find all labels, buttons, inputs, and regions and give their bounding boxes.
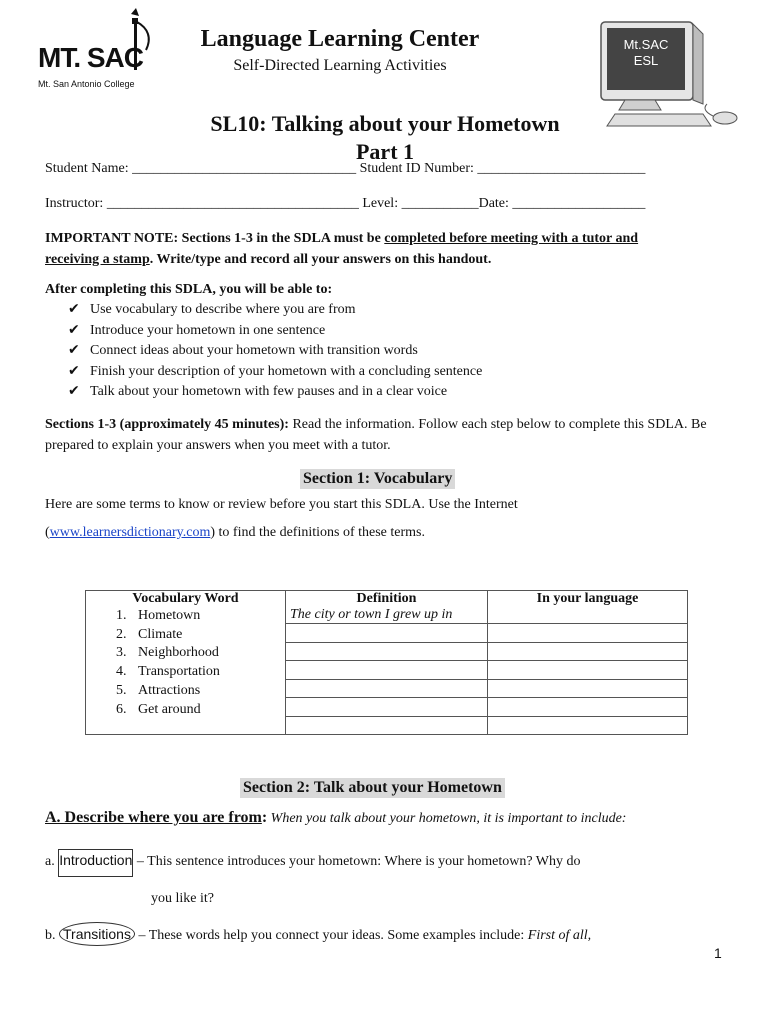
- center-subtitle: Self-Directed Learning Activities: [233, 57, 447, 74]
- item-a-line: [45, 852, 581, 870]
- vocabulary-word-list: [90, 607, 281, 719]
- vocab-intro-close: ) to find the definitions of these terms.: [210, 525, 425, 540]
- objective-item: [68, 320, 482, 341]
- sections-time-label: Sections 1-3 (approximately 45 minutes):: [45, 417, 289, 432]
- vocab-intro-line1: Here are some terms to know or review before you start this SDLA. Use the Internet: [45, 497, 518, 512]
- student-info-row: [45, 161, 645, 177]
- objective-text: Connect ideas about your hometown with transition words: [90, 343, 418, 359]
- list-item: [116, 607, 281, 626]
- subsection-a-note: When you talk about your hometown, it is important to include:: [267, 811, 627, 826]
- vocabulary-word: Get around: [138, 701, 201, 717]
- logo-wordmark: MT. SAC: [38, 42, 143, 73]
- list-item: [116, 682, 281, 701]
- list-item: [116, 701, 281, 720]
- language-cell[interactable]: [488, 698, 688, 717]
- title-line2: Part 1: [355, 139, 415, 164]
- instructor-info-row: [45, 196, 645, 212]
- student-id-field[interactable]: Student ID Number: ________________________: [356, 161, 646, 176]
- checkmark-icon: ✔: [68, 321, 80, 338]
- item-b-text: – These words help you connect your ideas. Some examples include:: [134, 928, 528, 943]
- vocabulary-word: Neighborhood: [138, 645, 219, 661]
- subsection-a-title: A. Describe where you are from: [45, 809, 262, 826]
- important-note: [45, 228, 725, 270]
- transitions-circled-term: Transitions: [59, 922, 135, 946]
- item-a-text: – This sentence introduces your hometown: Where is your hometown? Why do: [133, 854, 581, 869]
- monitor-label: [609, 37, 683, 69]
- document-title: [150, 110, 620, 166]
- objective-item: [68, 361, 482, 382]
- page-number: 1: [714, 945, 722, 961]
- definition-cell[interactable]: [286, 679, 488, 698]
- list-item: [116, 663, 281, 682]
- date-field[interactable]: Date: ___________________: [478, 196, 646, 211]
- note-underlined-1: completed before meeting with a tutor and: [384, 231, 639, 246]
- objective-text: Use vocabulary to describe where you are from: [90, 302, 356, 317]
- checkmark-icon: ✔: [68, 301, 80, 317]
- dictionary-link[interactable]: www.learnersdictionary.com: [49, 525, 211, 540]
- word-number: 5.: [116, 682, 127, 698]
- checkmark-icon: ✔: [68, 342, 80, 359]
- language-cell[interactable]: [488, 642, 688, 661]
- item-b-prefix: b.: [45, 928, 59, 943]
- objective-text: Finish your description of your hometown with a concluding sentence: [90, 363, 483, 379]
- level-field[interactable]: Level: ___________: [358, 196, 479, 211]
- note-suffix: . Write/type and record all your answers on this handout.: [149, 252, 492, 267]
- note-underlined-2: receiving a stamp: [45, 252, 150, 267]
- introduction-boxed-term: Introduction: [58, 849, 133, 877]
- checkmark-icon: ✔: [68, 383, 80, 400]
- note-prefix: IMPORTANT NOTE: Sections 1-3 in the SDLA must be: [45, 231, 385, 246]
- language-cell[interactable]: [488, 661, 688, 680]
- vocabulary-words-cell: [86, 591, 286, 735]
- column-header-definition: Definition: [356, 591, 417, 606]
- monitor-label-line2: ESL: [633, 53, 659, 68]
- example-definition: The city or town I grew up in: [290, 607, 453, 622]
- student-name-field[interactable]: Student Name: ________________________________: [45, 161, 357, 176]
- word-number: 3.: [116, 645, 127, 661]
- logo-subtitle: Mt. San Antonio College: [38, 79, 135, 89]
- section-2-heading: Section 2: Talk about your Hometown: [240, 778, 505, 798]
- vocabulary-word: Transportation: [138, 664, 220, 680]
- sections-instructions-text: Read the information. Follow each step below to complete this SDLA. Be prepared to explain your answers when you meet with a tutor.: [45, 417, 707, 453]
- paren-open: (: [45, 525, 50, 540]
- definition-cell[interactable]: [286, 624, 488, 643]
- definition-header-cell: [286, 591, 488, 624]
- word-number: 2.: [116, 626, 127, 642]
- vocab-intro-line2: [45, 525, 425, 541]
- list-item: [116, 626, 281, 645]
- definition-cell[interactable]: [286, 642, 488, 661]
- vocabulary-word: Climate: [138, 626, 183, 642]
- subsection-a-colon: :: [261, 809, 268, 826]
- objective-text: Introduce your hometown in one sentence: [90, 322, 326, 338]
- instructor-field[interactable]: Instructor: ____________________________________: [45, 196, 359, 211]
- sections-instructions: [45, 414, 735, 456]
- language-cell[interactable]: [488, 716, 688, 735]
- language-cell[interactable]: [488, 679, 688, 698]
- list-item: [116, 644, 281, 663]
- objective-item: [68, 381, 482, 402]
- vocabulary-word: Attractions: [138, 682, 201, 698]
- word-number: 1.: [116, 608, 127, 623]
- objective-item: [68, 340, 482, 361]
- item-a-continuation: you like it?: [151, 891, 214, 906]
- definition-cell[interactable]: [286, 716, 488, 735]
- item-a-prefix: a.: [45, 854, 59, 869]
- objective-text: Talk about your hometown with few pauses and in a clear voice: [90, 384, 448, 400]
- vocabulary-table: [85, 590, 688, 735]
- language-cell[interactable]: [488, 624, 688, 643]
- subsection-a: [45, 809, 626, 827]
- title-line1: SL10: Talking about your Hometown: [210, 111, 560, 136]
- language-header-cell: [488, 591, 688, 624]
- monitor-label-line1: Mt.SAC: [623, 37, 669, 52]
- checkmark-icon: ✔: [68, 362, 80, 379]
- objectives-list: [68, 299, 482, 402]
- definition-cell[interactable]: [286, 661, 488, 680]
- definition-cell[interactable]: [286, 698, 488, 717]
- item-b-line: [45, 926, 591, 944]
- vocabulary-word: Hometown: [138, 608, 201, 623]
- item-b-example: First of all,: [527, 928, 592, 943]
- column-header-vocabulary: Vocabulary Word: [132, 591, 239, 606]
- section-1-heading: Section 1: Vocabulary: [300, 469, 455, 489]
- table-row: [86, 591, 688, 624]
- word-number: 6.: [116, 701, 127, 717]
- center-title: Language Learning Center: [200, 26, 480, 52]
- objective-item: [68, 299, 482, 320]
- objectives-heading: After completing this SDLA, you will be able to:: [45, 282, 333, 297]
- column-header-language: In your language: [536, 591, 639, 606]
- word-number: 4.: [116, 664, 127, 680]
